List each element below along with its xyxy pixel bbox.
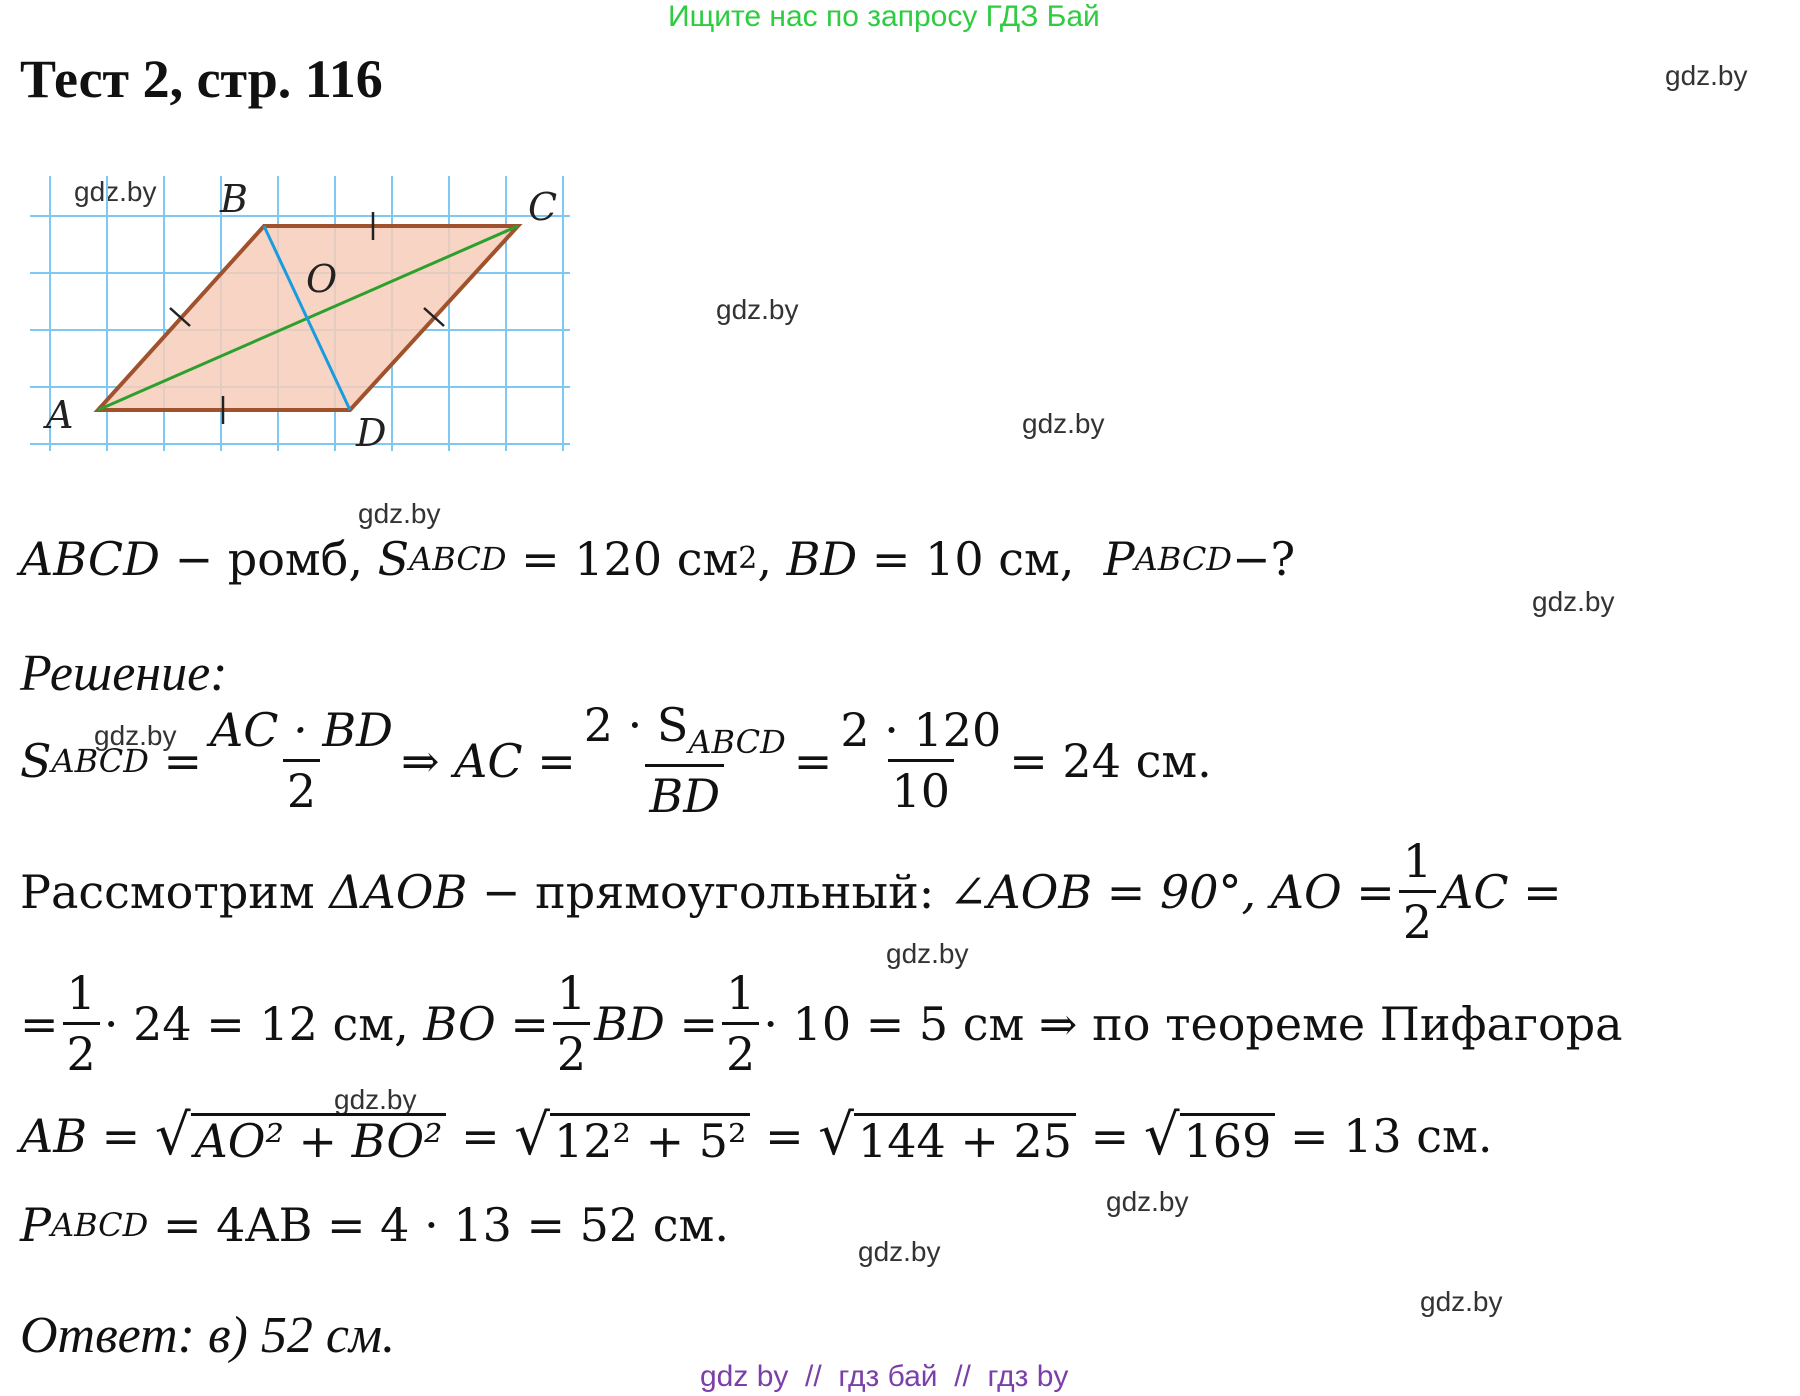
solution-line-1 xyxy=(20,698,1212,823)
l1-s: S xyxy=(20,733,52,788)
radicand: 169 xyxy=(1180,1113,1276,1164)
l3-eq: = xyxy=(20,996,59,1051)
answer: Ответ: в) 52 см. xyxy=(20,1307,396,1364)
l1-s-sub: ABCD xyxy=(51,741,149,780)
radical-sign: √ xyxy=(514,1103,550,1168)
given-bd: BD xyxy=(786,532,858,586)
label-a: A xyxy=(46,393,74,437)
watermark: gdz.by xyxy=(1106,1186,1189,1217)
watermark: gdz.by xyxy=(358,498,441,529)
radicand: 144 + 25 xyxy=(854,1113,1076,1164)
l3-p3: · 10 = 5 см ⇒ по теореме Пифагора xyxy=(763,996,1623,1051)
watermark: gdz.by xyxy=(716,294,799,325)
given-question: −? xyxy=(1231,532,1296,586)
radical-sign: √ xyxy=(154,1103,191,1168)
sqrt-144-25 xyxy=(818,1103,1076,1168)
frac-den: BD xyxy=(645,764,724,819)
given-s-sub: ABCD xyxy=(409,540,507,578)
fraction-240-10 xyxy=(836,703,1005,818)
given-p-sub: ABCD xyxy=(1134,540,1232,578)
radicand: 12² + 5² xyxy=(550,1113,750,1164)
l5-p: P xyxy=(20,1198,51,1252)
l4-result: = 13 см. xyxy=(1289,1109,1493,1163)
frac-num: 1 xyxy=(66,966,96,1020)
l1-eq2: = xyxy=(793,733,833,788)
given-bd-value: = 10 см, xyxy=(871,532,1075,586)
given-line xyxy=(20,532,1296,586)
fraction-2s-bd xyxy=(580,698,790,823)
l5-rest: = 4AB = 4 · 13 = 52 см. xyxy=(162,1198,729,1252)
radical-sign: √ xyxy=(818,1103,854,1168)
label-b: B xyxy=(220,177,248,221)
sqrt-12-5 xyxy=(514,1103,750,1168)
given-comma: , xyxy=(757,532,772,586)
frac-num: AC · BD xyxy=(210,703,394,757)
l2-tail: AC = xyxy=(1440,864,1562,919)
solution-heading: Решение: xyxy=(20,645,228,702)
footer-links: gdz by // гдз бай // гдз by xyxy=(700,1360,1069,1393)
l1-implies: ⇒ AC = xyxy=(401,733,576,788)
radical-sign: √ xyxy=(1143,1103,1180,1168)
solution-line-4 xyxy=(20,1103,1493,1168)
l3-bo: BO = xyxy=(423,996,549,1051)
watermark: gdz.by xyxy=(1022,408,1105,439)
frac-den: 2 xyxy=(722,1022,759,1077)
l4-eq3: = xyxy=(1090,1109,1130,1163)
given-romb: − ромб, xyxy=(174,532,363,586)
watermark: gdz.by xyxy=(1665,60,1748,91)
fraction-ac-bd xyxy=(206,703,397,818)
frac-den: 2 xyxy=(283,759,320,814)
l4-ab: AB = xyxy=(20,1109,141,1163)
watermark: gdz.by xyxy=(74,176,157,207)
l1-eq: = xyxy=(163,733,203,788)
frac-den: 10 xyxy=(888,759,955,814)
frac-num: 2 · S xyxy=(583,698,689,752)
frac-num-sub: ABCD xyxy=(688,723,786,761)
watermark: gdz.by xyxy=(886,938,969,969)
l5-p-sub: ABCD xyxy=(50,1206,149,1244)
l4-eq1: = xyxy=(461,1109,500,1163)
solution-line-5 xyxy=(20,1198,729,1252)
label-o: O xyxy=(306,257,338,301)
watermark: gdz.by xyxy=(334,1084,417,1115)
frac-num: 1 xyxy=(556,966,587,1020)
watermark: gdz.by xyxy=(94,720,177,751)
frac-den: 2 xyxy=(1399,890,1436,945)
given-p: P xyxy=(1103,532,1135,586)
given-area: = 120 см xyxy=(521,532,739,586)
l2-angle: ∠AOB = 90°, AO = xyxy=(948,864,1395,919)
solution-line-3 xyxy=(20,966,1623,1081)
solution-line-2 xyxy=(20,834,1562,949)
sqrt-169 xyxy=(1143,1103,1276,1168)
given-abcd: ABCD xyxy=(20,532,160,586)
fraction-half xyxy=(722,966,759,1081)
page-title: Тест 2, стр. 116 xyxy=(20,49,383,109)
label-d: D xyxy=(356,411,387,455)
watermark: gdz.by xyxy=(1532,586,1615,617)
frac-den: 2 xyxy=(63,1022,100,1077)
fraction-half xyxy=(1399,834,1436,949)
frac-num: 1 xyxy=(726,966,756,1020)
radicand: AO² + BO² xyxy=(191,1113,447,1164)
given-s: S xyxy=(377,532,410,586)
fraction-half xyxy=(63,966,100,1081)
frac-num: 2 · 120 xyxy=(840,703,1002,757)
l2-triangle: ΔAOB xyxy=(329,864,468,919)
rhombus-figure xyxy=(30,176,570,456)
watermark: gdz.by xyxy=(1420,1286,1503,1317)
frac-den: 2 xyxy=(553,1022,590,1077)
l2-text-a: Рассмотрим xyxy=(20,864,330,919)
l1-result: = 24 см. xyxy=(1009,733,1212,788)
fraction-half xyxy=(553,966,590,1081)
frac-num: 1 xyxy=(1402,834,1433,888)
l3-p2: BD = xyxy=(594,996,719,1051)
label-c: C xyxy=(528,185,558,229)
sqrt-ao-bo xyxy=(154,1103,447,1168)
l4-eq2: = xyxy=(765,1109,804,1163)
l2-text-b: − прямоугольный: xyxy=(467,864,949,919)
top-banner: Ищите нас по запросу ГДЗ Бай xyxy=(668,0,1100,33)
l3-p1: · 24 = 12 см, xyxy=(103,996,409,1051)
watermark: gdz.by xyxy=(858,1236,941,1267)
given-area-sup: 2 xyxy=(738,541,758,576)
